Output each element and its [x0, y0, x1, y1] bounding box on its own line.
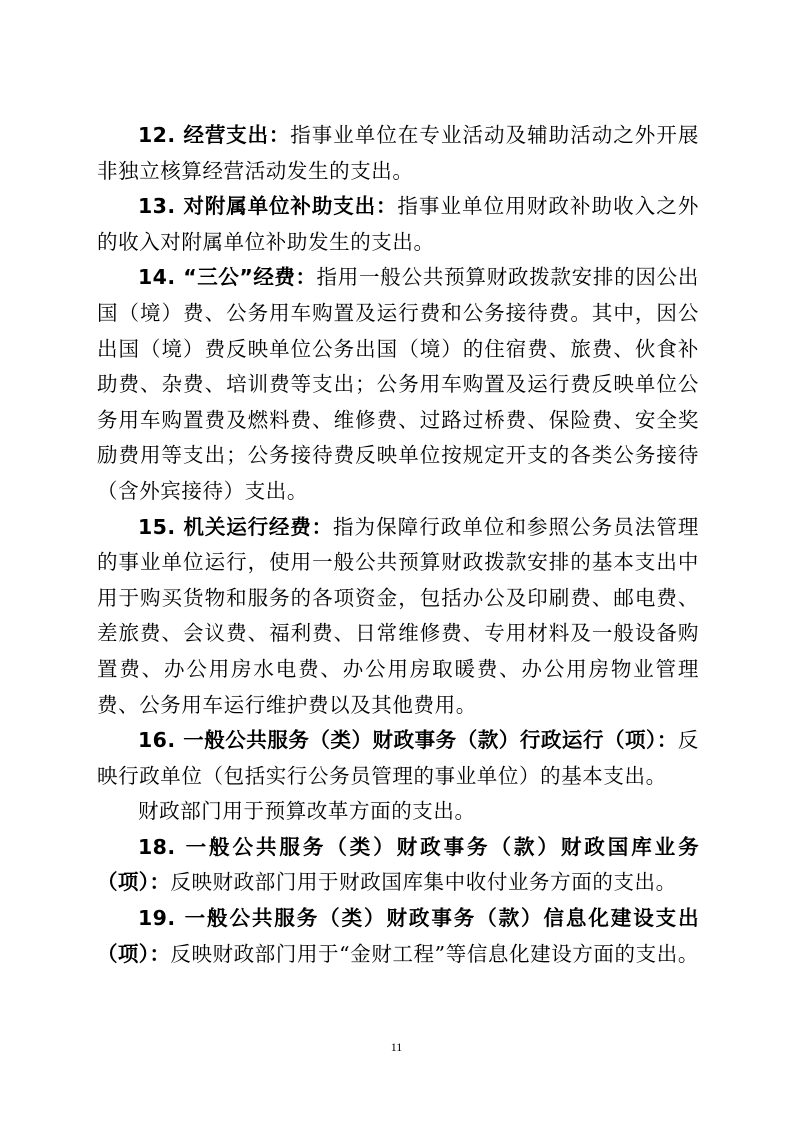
- term-label: 18. 一般公共服务（类）财政事务（款）财政国库业务（项）：: [97, 834, 699, 895]
- paragraph-operating-expenditure: [97, 118, 699, 189]
- term-definition: 财政部门用于预算改革方面的支出。: [138, 799, 476, 824]
- term-definition: 反映行政单位（包括实行公务员管理的事业单位）的基本支出。: [97, 728, 699, 788]
- term-label: 15. 机关运行经费：: [138, 514, 333, 539]
- term-label: 14. “三公”经费：: [138, 265, 317, 290]
- paragraph-administrative-operation: [97, 723, 699, 794]
- term-label: 12. 经营支出：: [138, 123, 291, 147]
- paragraph-subsidiary-subsidy: [97, 189, 699, 260]
- paragraph-three-public-expenses: [97, 260, 699, 509]
- term-definition: 反映财政部门用于财政国库集中收付业务方面的支出。: [170, 870, 677, 895]
- term-label: 16. 一般公共服务（类）财政事务（款）行政运行（项）：: [138, 728, 678, 753]
- paragraph-informatization: [97, 901, 699, 972]
- document-body: [97, 118, 699, 972]
- term-definition: 指事业单位用财政补助收入之外的收入对附属单位补助发生的支出。: [97, 194, 699, 254]
- page-number: 11: [390, 1040, 403, 1054]
- paragraph-budget-reform: [97, 794, 699, 830]
- paragraph-agency-operating-funds: [97, 510, 699, 724]
- term-definition: 指为保障行政单位和参照公务员法管理的事业单位运行，使用一般公共预算财政拨款安排的基本支出中用于购买货物和服务的各项资金，包括办公及印刷费、邮电费、差旅费、会议费、福利费、日常维修费、专用材料及一般设备购置费、办公用房水电费、办公用房取暖费、办公用房物业管理费、公务用车运行维护费以及其他费用。: [97, 514, 699, 717]
- paragraph-treasury-business: [97, 830, 699, 901]
- term-definition: 反映财政部门用于“金财工程”等信息化建设方面的支出。: [170, 941, 699, 966]
- term-label: 19. 一般公共服务（类）财政事务（款）信息化建设支出（项）：: [97, 906, 699, 966]
- term-label: 13. 对附属单位补助支出：: [138, 194, 398, 219]
- term-definition: 指事业单位在专业活动及辅助活动之外开展非独立核算经营活动发生的支出。: [97, 123, 699, 183]
- term-definition: 指用一般公共预算财政拨款安排的因公出国（境）费、公务用车购置及运行费和公务接待费。其中，因公出国（境）费反映单位公务出国（境）的住宿费、旅费、伙食补助费、杂费、培训费等支出；公务用车购置及运行费反映单位公务用车购置费及燃料费、维修费、过路过桥费、保险费、安全奖励费用等支出；公务接待费反映单位按规定开支的各类公务接待（含外宾接待）支出。: [97, 265, 699, 503]
